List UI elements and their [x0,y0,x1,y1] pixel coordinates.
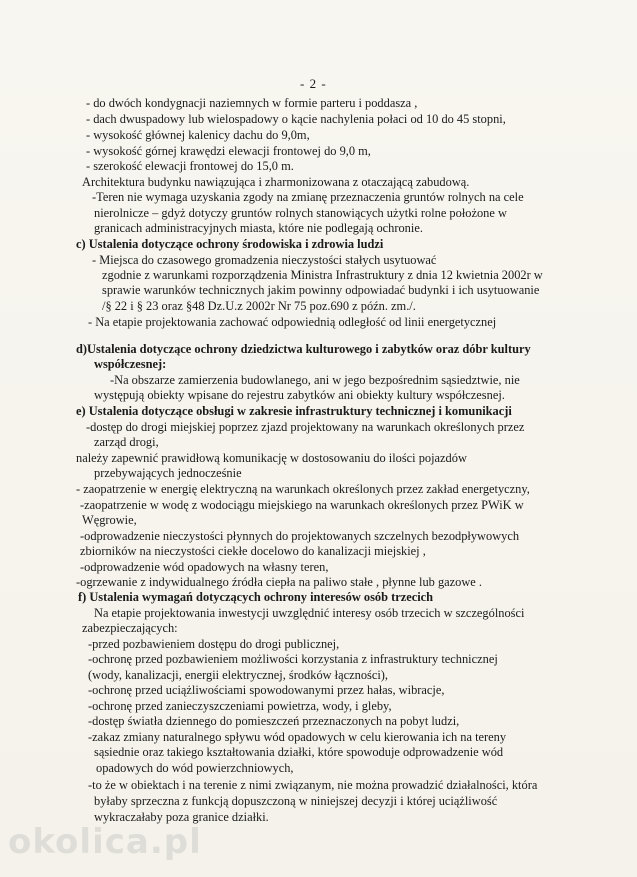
paragraph-line: przebywających jednocześnie [94,466,242,480]
list-item: - do dwóch kondygnacji naziemnych w formie parteru i poddasza , [86,96,418,110]
page-number: - 2 - [300,76,327,91]
paragraph-line: -zaopatrzenie w wodę z wodociągu miejskiego na warunkach określonych przez PWiK w [80,498,524,512]
paragraph-line: /§ 22 i § 23 oraz §48 Dz.U.z 2002r Nr 75 poz.690 z późn. zm./. [102,299,416,313]
paragraph-line: -Na obszarze zamierzenia budowlanego, ani w jego bezpośrednim sąsiedztwie, nie [110,373,520,387]
paragraph-line: sprawie warunków technicznych jakim powinny odpowiadać budynki i ich usytuowanie [102,283,540,297]
list-item: -to że w obiektach i na terenie z nimi związanym, nie można prowadzić działalności, która [88,778,538,792]
paragraph-line: zgodnie z warunkami rozporządzenia Ministra Infrastruktury z dnia 12 kwietnia 2002r w [102,268,543,282]
paragraph-line: zbiorników na nieczystości ciekłe docelowo do kanalizacji miejskiej , [80,544,426,558]
list-item: sąsiednie oraz takiego kształtowania działki, które spowoduje odprowadzenie wód [94,745,504,759]
section-heading-c: c) Ustalenia dotyczące ochrony środowiska i zdrowia ludzi [76,237,384,251]
list-item: -ochronę przed pozbawieniem możliwości korzystania z infrastruktury technicznej [88,652,498,666]
paragraph-line: Na etapie projektowania inwestycji uwzględnić interesy osób trzecich w szczególności [94,606,525,620]
paragraph-line: granicach administracyjnych miasta, które nie podlegają ochronie. [94,221,423,235]
list-item: - wysokość górnej krawędzi elewacji frontowej do 9,0 m, [86,144,371,158]
list-item: -dostęp światła dziennego do pomieszczeń przeznaczonych na pobyt ludzi, [88,714,460,728]
paragraph-line: występują obiekty wpisane do rejestru zabytków ani obiekty kultury współczesnej. [94,388,505,402]
section-heading-d: d)Ustalenia dotyczące ochrony dziedzictwa kulturowego i zabytków oraz dóbr kultury [76,342,531,356]
paragraph-line: -dostęp do drogi miejskiej poprzez zjazd projektowany na warunkach określonych przez [86,420,525,434]
paragraph-line: - zaopatrzenie w energię elektryczną na warunkach określonych przez zakład energetyczny, [76,482,530,496]
list-item: - dach dwuspadowy lub wielospadowy o kącie nachylenia połaci od 10 do 45 stopni, [86,112,506,126]
list-item: -zakaz zmiany naturalnego spływu wód opadowych w celu kierowania ich na tereny [88,730,507,744]
list-item: opadowych do wód powierzchniowych, [96,761,294,775]
paragraph-line: nierolnicze – gdyż dotyczy gruntów rolnych stanowiących użytki rolne położone w [94,206,507,220]
watermark: okolica.pl [8,822,202,862]
paragraph-line: należy zapewnić prawidłową komunikację w dostosowaniu do ilości pojazdów [76,451,467,465]
paragraph-line: - Miejsca do czasowego gromadzenia nieczystości stałych usytuować [92,253,437,267]
list-item: -ochronę przed zanieczyszczeniami powietrza, wody, i gleby, [88,699,392,713]
paragraph-line: -ogrzewanie z indywidualnego źródła ciepła na paliwo stałe , płynne lub gazowe . [76,575,482,589]
paragraph-line: -odprowadzenie nieczystości płynnych do projektowanych szczelnych bezodpływowych [80,529,520,543]
list-item: -ochronę przed uciążliwościami spowodowanymi przez hałas, wibracje, [88,683,445,697]
paragraph-line: -Teren nie wymaga uzyskania zgody na zmianę przeznaczenia gruntów rolnych na cele [92,190,524,204]
section-heading-d-cont: współczesnej: [94,357,167,371]
list-item: -przed pozbawieniem dostępu do drogi publicznej, [88,637,340,651]
paragraph-line: - Na etapie projektowania zachować odpowiednią odległość od linii energetycznej [88,315,497,329]
paragraph-line: -odprowadzenie wód opadowych na własny teren, [80,560,329,574]
paragraph-line: zarząd drogi, [94,435,159,449]
list-item: - szerokość elewacji frontowej do 15,0 m. [86,159,294,173]
list-item: (wody, kanalizacji, energii elektrycznej, środków łączności), [88,668,389,682]
list-item: - wysokość głównej kalenicy dachu do 9,0m, [86,128,310,142]
section-heading-e: e) Ustalenia dotyczące obsługi w zakresie infrastruktury technicznej i komunikacji [76,404,512,418]
paragraph-line: Architektura budynku nawiązująca i zharmonizowana z otaczającą zabudową. [82,175,470,189]
paragraph-line: Węgrowie, [82,513,137,527]
list-item: wykraczałaby poza granice działki. [94,810,269,824]
list-item: byłaby sprzeczna z funkcją dopuszczoną w niniejszej decyzji i której uciążliwość [94,794,498,808]
section-heading-f: f) Ustalenia wymagań dotyczących ochrony interesów osób trzecich [78,590,434,604]
paragraph-line: zabezpieczających: [82,621,178,635]
